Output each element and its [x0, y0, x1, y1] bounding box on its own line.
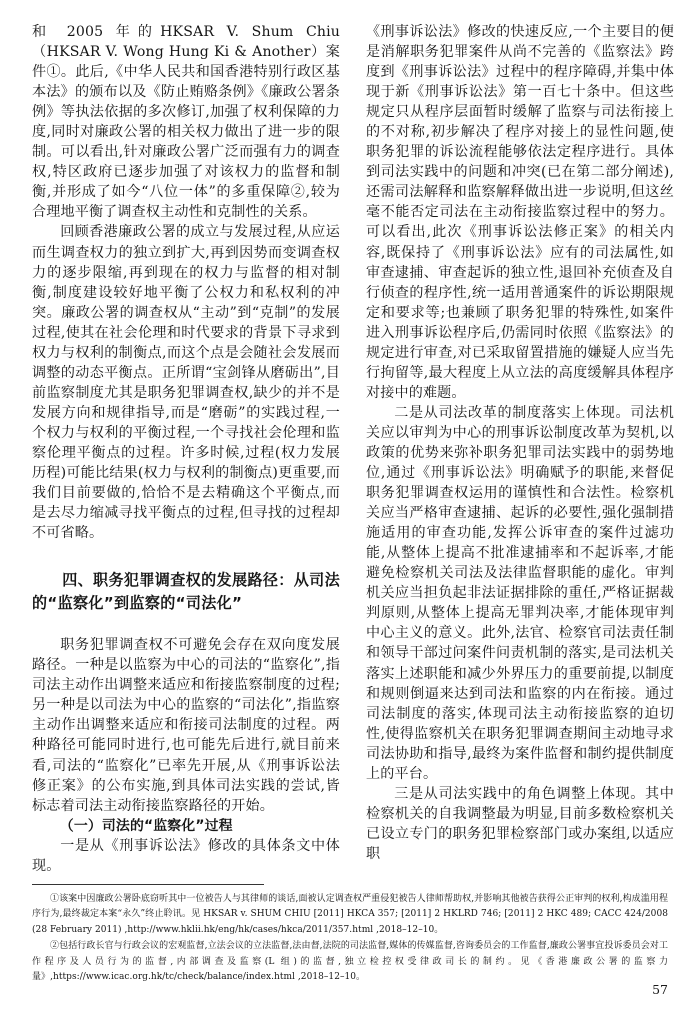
sub-heading: （一）司法的“监察化”过程: [59, 817, 233, 834]
paragraph-right-3: 三是从司法实践中的角色调整上体现。其中检察机关的自我调整最为明显,目前多数检察机关已设立专门的职务犯罪检察部门或办案组,以适应职: [366, 785, 674, 862]
paragraph-right-2: 二是从司法改革的制度落实上体现。司法机关应以审判为中心的刑事诉讼制度改革为契机,以政策的优势来弥补职务犯罪司法实践中的弱势地位,通过《刑事诉讼法》明确赋予的职能,来督促职务犯罪调查权运用的谨慎性和合法性。检察机关应当严格审查逮捕、起诉的必要性,强化强制措施适用的审查功能,发挥公诉审查的案件过滤功能,从整体上提高不批准逮捕率和不起诉率,才能避免检察机关司法及法律监督职能的虚化。审判机关应当担负起非法证据排除的重任,严格证据裁判原则,从整体上提高无罪判决率,才能体现审判中心主义的意义。此外,法官、检察官司法责任制和领导干部过问案件问责机制的落实,是司法机关落实上述职能和减少外界压力的重要前提,以制度和规则倒逼来达到司法和监察的内在衔接。通过司法制度的落实,体现司法主动衔接监察的迫切性,使得监察机关在职务犯罪调查期间主动地寻求司法协助和指导,最终为案件监督和制约提供制度上的平台。: [366, 404, 674, 782]
right-column: [366, 22, 674, 864]
footnote-separator-rule: [32, 884, 264, 885]
paragraph-left-4: 一是从《刑事诉讼法》修改的具体条文中体现。: [32, 837, 340, 874]
two-column-body: [32, 22, 674, 887]
footnote-item: ①该案中因廉政公署卧底窃听其中一位被告人与其律师的谈话,面被认定调查权严重侵犯被告人律师帮助权,并影响其他被告获得公正审判的权利,构成滥用程序行为,最终裁定本案“永久”终止聆讯。见 HKSAR v. SHUM CHIU [2011] HKCA 357; [2011] 2 HKLRD 746; [2011] 2 HKC 489; CACC 424/2008 (28 February 2011) ,http://www.hklii.hk/eng/hk/cases/hkca/2011/357.html ,2018–12–10。: [32, 894, 668, 935]
section-heading: 四、职务犯罪调查权的发展路径：从司法的“监察化”到监察的“司法化”: [32, 571, 340, 613]
paragraph-left-1: 和 2005 年的HKSAR V. Shum Chiu （HKSAR V. Wong Hung Ki & Another）案件①。此后,《中华人民共和国香港特别行政区基本法》的颁布以及《防止贿赂条例》《廉政公署条例》等执法依据的多次修订,加强了权利保障的力度,同时对廉政公署的相关权力做出了进一步的限制。可以看出,针对廉政公署广泛而强有力的调查权,特区政府已逐步加强了对该权力的监督和制衡,并形成了如今“八位一体”的多重保障②,较为合理地平衡了调查权主动性和克制性的关系。: [32, 24, 340, 221]
footnote-area: [32, 884, 668, 986]
left-column: [32, 22, 340, 876]
paragraph-right-1: 《刑事诉讼法》修改的快速反应,一个主要目的便是消解职务犯罪案件从尚不完善的《监察法》跨度到《刑事诉讼法》过程中的程序障碍,并集中体现于新《刑事诉讼法》第一百七十条中。但这些规定只从程序层面暂时缓解了监察与司法衔接上的不对称,初步解决了程序对接上的显性问题,使职务犯罪的诉讼流程能够依法定程序进行。具体到司法实践中的问题和冲突(已在第二部分阐述),还需司法解释和监察解释做出进一步说明,但这丝毫不能否定司法在主动衔接监察过程中的努力。可以看出,此次《刑事诉讼法修正案》的相关内容,既保持了《刑事诉讼法》应有的司法属性,如审查逮捕、审查起诉的独立性,退回补充侦查及自行侦查的程序性,统一适用普通案件的诉讼期限规定和要求等;也兼顾了职务犯罪的特殊性,如案件进入刑事诉讼程序后,仍需同时依照《监察法》的规定进行审查,对已采取留置措施的嫌疑人应当先行拘留等,最大程度上从立法的高度缓解具体程序对接中的难题。: [366, 24, 674, 401]
paragraph-left-2: 回顾香港廉政公署的成立与发展过程,从应运而生调查权力的独立到扩大,再到因势而变调查权力的逐步限缩,再到现在的权力与监督的相对制衡,制度建设较好地平衡了公权力和私权利的冲突。廉政公署的调查权从“主动”到“克制”的发展过程,使其在社会伦理和时代要求的背景下寻求到权力与权利的制衡点,而这个点是会随社会发展而调整的动态平衡点。正所谓“宝剑锋从磨砺出”,目前监察制度尤其是职务犯罪调查权,缺少的并不是发展方向和规律指导,而是“磨砺”的实践过程,一个权力与权利的平衡过程,一个寻找社会伦理和监察伦理平衡点的过程。许多时候,过程(权力发展历程)可能比结果(权力与权利的制衡点)更重要,而我们目前要做的,恰恰不是去精确这个平衡点,而是去尽力缩减寻找平衡点的过程,但寻找的过程却不可省略。: [32, 224, 340, 542]
page-number: 57: [652, 982, 668, 997]
paragraph-left-3: 职务犯罪调查权不可避免会存在双向度发展路径。一种是以监察为中心的司法的“监察化”,指司法主动作出调整来适应和衔接监察制度的过程;另一种是以司法为中心的监察的“司法化”,指监察主动作出调整来适应和衔接司法制度的过程。两种路径可能同时进行,也可能先后进行,就目前来看,司法的“监察化”已率先开展,从《刑事诉讼法修正案》的公布实施,到具体司法实践的尝试,皆标志着司法主动衔接监察路径的开始。: [32, 637, 340, 814]
footnote-item: ②包括行政长官与行政会议的宏观监督,立法会议的立法监督,法由督,法院的司法监督,媒体的传媒监督,咨询委员会的工作监督,廉政公署事宜投诉委员会对工作程序及人员行为的监督,内部调查及监察(L 组)的监督,独立检控权受律政司长的制约。见《香港廉政公署的监察力量》,https://www.icac.org.hk/tc/check/balance/index.html ,2018–12–10。: [32, 941, 668, 983]
